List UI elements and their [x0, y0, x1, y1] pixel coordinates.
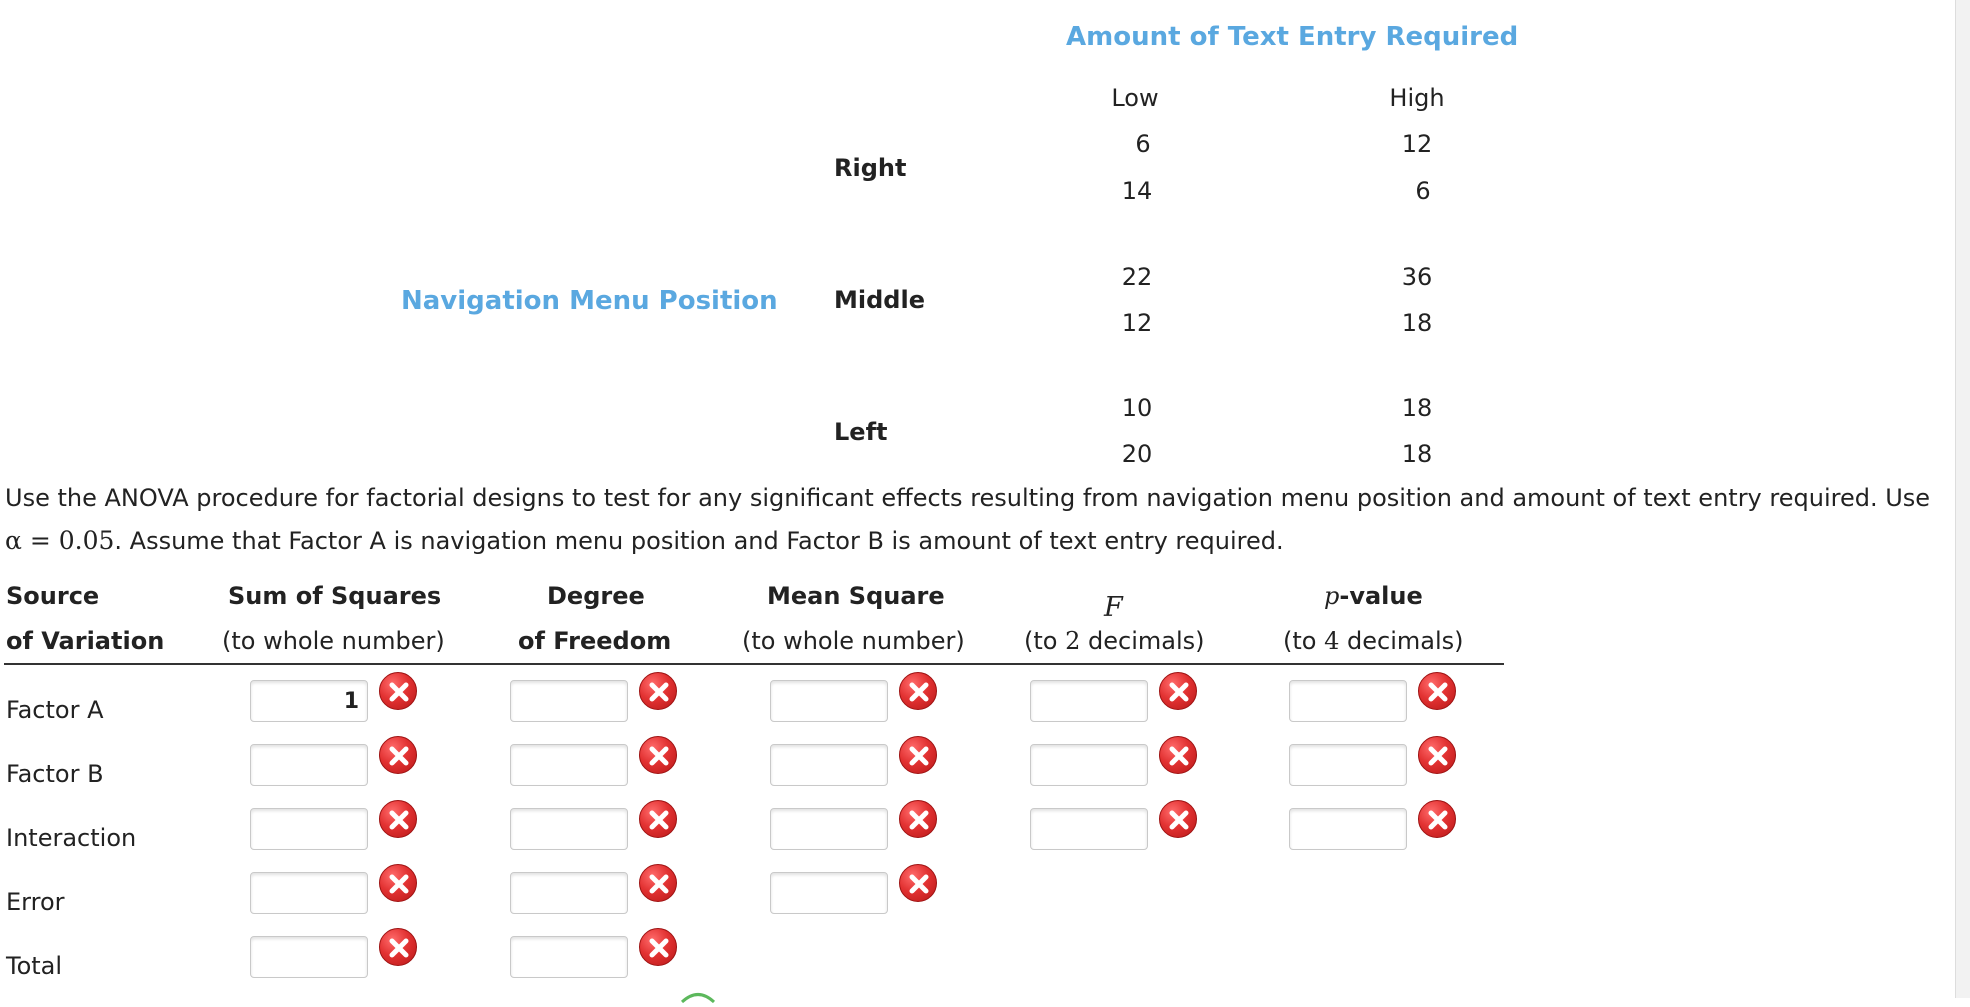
header-f-precision: (to 2 decimals) [1024, 627, 1205, 655]
column-factor-title: Amount of Text Entry Required [1066, 22, 1519, 52]
x-circle-icon [1159, 736, 1197, 774]
header-source: Source [6, 582, 100, 610]
header-ms-precision: (to whole number) [742, 627, 965, 655]
alpha-value: α = 0.05 [5, 526, 115, 555]
x-circle-icon [899, 864, 937, 902]
factor-b-mean-square-input[interactable] [770, 744, 888, 786]
x-circle-icon [379, 928, 417, 966]
cell-right-high-1: 12 [1401, 130, 1433, 158]
header-divider [4, 663, 1504, 665]
error-mean-square-input[interactable] [770, 872, 888, 914]
header-ss-precision: (to whole number) [222, 627, 445, 655]
row-factor-title: Navigation Menu Position [401, 286, 778, 316]
factor-a-sum-of-squares-input[interactable]: 1 [250, 680, 368, 722]
header-sum-of-squares: Sum of Squares [228, 582, 442, 610]
cell-right-low-1: 6 [1135, 130, 1151, 158]
page-scrollbar[interactable] [1955, 0, 1970, 998]
cell-left-low-1: 10 [1121, 394, 1153, 422]
header-of-freedom: of Freedom [518, 627, 672, 655]
factor-a-mean-square-input[interactable] [770, 680, 888, 722]
x-circle-icon [379, 864, 417, 902]
factor-a-degrees-of-freedom-input[interactable] [510, 680, 628, 722]
total-sum-of-squares-input[interactable] [250, 936, 368, 978]
cell-right-high-2: 6 [1415, 177, 1431, 205]
header-degree: Degree [547, 582, 645, 610]
row-label-middle: Middle [834, 286, 925, 314]
interaction-sum-of-squares-input[interactable] [250, 808, 368, 850]
factor-a-p-value-input[interactable] [1289, 680, 1407, 722]
factor-b-p-value-input[interactable] [1289, 744, 1407, 786]
x-circle-icon [639, 672, 677, 710]
interaction-p-value-input[interactable] [1289, 808, 1407, 850]
header-mean-square: Mean Square [767, 582, 945, 610]
header-f: F [1104, 592, 1123, 623]
interaction-degrees-of-freedom-input[interactable] [510, 808, 628, 850]
x-circle-icon [1159, 672, 1197, 710]
x-circle-icon [639, 800, 677, 838]
header-p-precision: (to 4 decimals) [1283, 627, 1464, 655]
row-label-left: Left [834, 418, 888, 446]
instructions-line-2-text: . Assume that Factor A is navigation menu position and Factor B is amount of text entry required. [114, 527, 1284, 555]
x-circle-icon [639, 928, 677, 966]
cell-middle-low-1: 22 [1121, 263, 1153, 291]
cell-left-low-2: 20 [1121, 440, 1153, 468]
row-label-right: Right [834, 154, 907, 182]
factor-b-sum-of-squares-input[interactable] [250, 744, 368, 786]
total-degrees-of-freedom-input[interactable] [510, 936, 628, 978]
header-of-variation: of Variation [6, 627, 165, 655]
cell-middle-low-2: 12 [1121, 309, 1153, 337]
row-label-interaction: Interaction [6, 824, 137, 852]
cell-left-high-2: 18 [1401, 440, 1433, 468]
cell-middle-high-2: 18 [1401, 309, 1433, 337]
row-label-factor-b: Factor B [6, 760, 104, 788]
x-circle-icon [1418, 800, 1456, 838]
x-circle-icon [639, 864, 677, 902]
x-circle-icon [1418, 736, 1456, 774]
instructions-line-1: Use the ANOVA procedure for factorial designs to test for any significant effects resulting from navigation menu position and amount of text entry required. Use [5, 484, 1931, 512]
x-circle-icon [379, 800, 417, 838]
x-circle-icon [899, 736, 937, 774]
cell-right-low-2: 14 [1121, 177, 1153, 205]
interaction-mean-square-input[interactable] [770, 808, 888, 850]
col-high-label: High [1389, 84, 1445, 112]
cell-middle-high-1: 36 [1401, 263, 1433, 291]
x-circle-icon [379, 736, 417, 774]
x-circle-icon [899, 672, 937, 710]
factor-b-degrees-of-freedom-input[interactable] [510, 744, 628, 786]
error-sum-of-squares-input[interactable] [250, 872, 368, 914]
factor-b-f-statistic-input[interactable] [1030, 744, 1148, 786]
instructions-line-2 [5, 526, 1284, 555]
x-circle-icon [639, 736, 677, 774]
row-label-factor-a: Factor A [6, 696, 104, 724]
x-circle-icon [379, 672, 417, 710]
col-low-label: Low [1111, 84, 1159, 112]
factor-a-f-statistic-input[interactable] [1030, 680, 1148, 722]
cell-left-high-1: 18 [1401, 394, 1433, 422]
x-circle-icon [1418, 672, 1456, 710]
header-p-value: p-value [1324, 582, 1423, 610]
error-degrees-of-freedom-input[interactable] [510, 872, 628, 914]
row-label-total: Total [6, 952, 63, 980]
row-label-error: Error [6, 888, 65, 916]
x-circle-icon [899, 800, 937, 838]
interaction-f-statistic-input[interactable] [1030, 808, 1148, 850]
x-circle-icon [1159, 800, 1197, 838]
